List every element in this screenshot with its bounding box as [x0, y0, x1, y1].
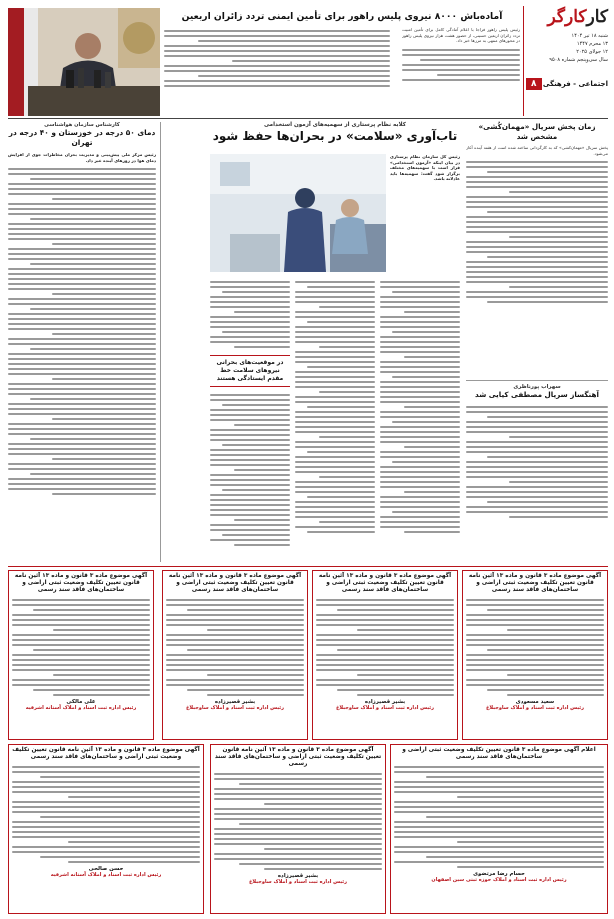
ad-footer: رئیس اداره ثبت اسناد و املاک ساوجبلاغ: [335, 705, 435, 711]
top-story-headline: آماده‌باش ۸۰۰۰ نیروی پلیس راهور برای تأمین ایمنی تردد زائران اربعین: [181, 11, 503, 22]
main-story-rule: [160, 122, 161, 562]
top-divider: [8, 118, 608, 119]
page-number: ۸: [526, 78, 542, 90]
composer-story-kicker: سهراب پورناظری: [513, 384, 561, 390]
ad-body: [391, 763, 607, 871]
ad-signatory: بشیر قصیرزاده: [214, 699, 256, 705]
weather-story: [8, 122, 156, 562]
ad-footer: رئیس اداره ثبت اسناد و املاک ساوجبلاغ: [185, 705, 285, 711]
weather-story-kicker: کارشناس سازمان هواشناسی: [44, 122, 120, 128]
date-line: شنبه ۱۸ تیر ۱۴۰۴: [571, 33, 608, 39]
weather-story-lede: رئیس مرکز ملی پیش‌بینی و مدیریت بحران مخاطرات جوی از افزایش دمای هوا در روزهای آینده خبر داد.: [8, 152, 156, 163]
ad-footer: رئیس اداره ثبت اسناد و املاک حوزه ثبتی سین اصفهان: [431, 877, 567, 883]
ad-footer: رئیس اداره ثبت اسناد و املاک ساوجبلاغ: [248, 879, 348, 885]
ad-body: [163, 596, 307, 699]
ad-title: آگهی موضوع ماده ۳ قانون و ماده ۱۳ آئین نامه قانون تعیین تکلیف وضعیت ثبتی اراضی و ساختمان‌های فاقد سند رسمی: [168, 573, 302, 593]
section-label: اجتماعی - فرهنگی: [542, 80, 608, 88]
main-story: [210, 122, 460, 566]
ad-footer: رئیس اداره ثبت اسناد و املاک ساوجبلاغ: [485, 705, 585, 711]
legal-notice-ad: [210, 744, 386, 914]
weather-story-headline: دمای ۵۰ درجه در خوزستان و ۴۰ درجه در تهران: [8, 128, 156, 147]
ad-signatory: سعید مسعودی: [515, 699, 555, 705]
hospital-image: [210, 154, 386, 272]
ad-signatory: حسام رضا مرتضوی: [473, 871, 525, 877]
ad-body: [313, 596, 457, 699]
ad-signatory: حسن صالحی: [88, 866, 124, 872]
press-conference-image: [8, 8, 160, 116]
main-story-headline: تاب‌آوری «سلامت» در بحران‌ها حفظ شود: [212, 129, 458, 143]
main-story-kicker: کلابه نظام پرستاری از سهمیه‌های آزمون استخدامی: [264, 122, 406, 128]
issue-line: سال سی‌و‌پنجم شماره ۹۵۰۸: [549, 57, 608, 63]
date-line: ۱۳ محرم ۱۴۴۷: [576, 41, 608, 47]
main-story-photo-caption: رئیس کل سازمان نظام پرستاری در بیان اینکه «آزمون استخدامی» قرار است با سهمیه‌های مختلف برگزار شود گفت: سهمیه‌ها باید عادلانه باشد.: [390, 154, 460, 182]
serial-story-rule: [466, 380, 608, 381]
composer-story-title: آهنگساز سریال مصطفی کیایی شد: [475, 390, 599, 399]
masthead-dates: [526, 32, 608, 64]
composer-story: [466, 384, 608, 564]
top-story-col2: [402, 46, 520, 84]
logo-text: کارگر: [547, 7, 587, 27]
ad-title: آگهی موضوع ماده ۳ قانون و ماده ۱۳ آئین نامه قانون تعیین تکلیف وضعیت ثبتی اراضی و ساختمان‌های فاقد سند رسمی: [214, 747, 382, 767]
ad-signatory: بشیر قصیرزاده: [364, 699, 406, 705]
ad-footer: رئیس اداره ثبت اسناد و املاک آستانه اشرفیه: [25, 705, 137, 711]
section-strip: [526, 78, 608, 90]
quote-text: در موقعیت‌های بحرانی نیروهای سلامت خط مقدم ایستادگی هستند: [216, 359, 284, 382]
ad-title: اعلام آگهی موضوع ماده ۳ قانون تعیین تکلیف وضعیت ثبتی اراضی و ساختمان‌های فاقد سند رسمی: [402, 747, 596, 760]
ad-body: [463, 596, 607, 699]
ad-footer: رئیس اداره ثبت اسناد و املاک آستانه اشرفیه: [50, 872, 162, 878]
top-story: [164, 10, 520, 116]
main-story-photo: [210, 154, 386, 272]
ad-body: [211, 770, 385, 873]
legal-notice-ad-wide: [390, 744, 608, 914]
legal-notice-ad: [162, 570, 308, 740]
logo-prefix: کار: [586, 7, 608, 27]
masthead: [526, 6, 608, 116]
legal-notice-ad: [312, 570, 458, 740]
serial-story-title: زمان پخش سریال «مهمان‌کُشی» مشخص شد: [478, 122, 596, 141]
top-story-photo: [8, 8, 160, 116]
ad-title: آگهی موضوع ماده ۳ قانون و ماده ۱۳ آئین نامه قانون تعیین تکلیف وضعیت ثبتی اراضی و ساختمان‌های فاقد سند رسمی: [14, 573, 148, 593]
ad-title: آگهی موضوع ماده ۳ قانون و ماده ۱۳ آئین نامه قانون تعیین تکلیف وضعیت ثبتی اراضی و ساختمان‌های فاقد سند رسمی: [318, 573, 452, 593]
newspaper-logo: [526, 6, 608, 28]
weather-story-body: [8, 165, 156, 498]
masthead-vertical-rule: [523, 6, 524, 116]
ad-body: [9, 596, 153, 699]
quote-box: [210, 355, 290, 387]
main-story-col3: [210, 278, 290, 564]
ads-divider: [8, 566, 608, 567]
ad-signatory: علی مالکی: [66, 699, 96, 705]
ad-signatory: بشیر قصیرزاده: [277, 873, 319, 879]
serial-story: [466, 122, 608, 380]
composer-story-body: [466, 403, 608, 521]
ad-body: [9, 763, 203, 866]
main-story-col2: [295, 278, 375, 564]
legal-notice-ad: [8, 744, 204, 914]
top-story-body: [164, 27, 390, 90]
main-story-col1: [380, 278, 460, 564]
top-story-lede: رئیس پلیس راهور فراجا با اعلام آمادگی کامل برای تأمین امنیت تردد زائران اربعین حسینی، از حضور هشت هزار نیروی پلیس راهور در محورهای منتهی به مرزها خبر داد.: [402, 27, 520, 44]
legal-notice-ad: [8, 570, 154, 740]
ad-title: آگهی موضوع ماده ۳ قانون و ماده ۱۳ آئین نامه قانون تعیین تکلیف وضعیت ثبتی اراضی و ساختمان‌های فاقد سند رسمی: [468, 573, 602, 593]
legal-notice-ad: [462, 570, 608, 740]
ad-title: آگهی موضوع ماده ۳ قانون و ماده ۱۳ آئین نامه قانون تعیین تکلیف وضعیت ثبتی اراضی و ساختمان‌های فاقد سند رسمی: [12, 747, 200, 760]
date-line: ۱۲ جولای ۲۰۲۵: [576, 49, 608, 55]
serial-story-body: [466, 158, 608, 306]
serial-story-lede: پخش سریال «مهمان‌کشی» که به کارگردانی ساخته شده است از هفته آینده آغاز می‌شود.: [466, 145, 608, 156]
